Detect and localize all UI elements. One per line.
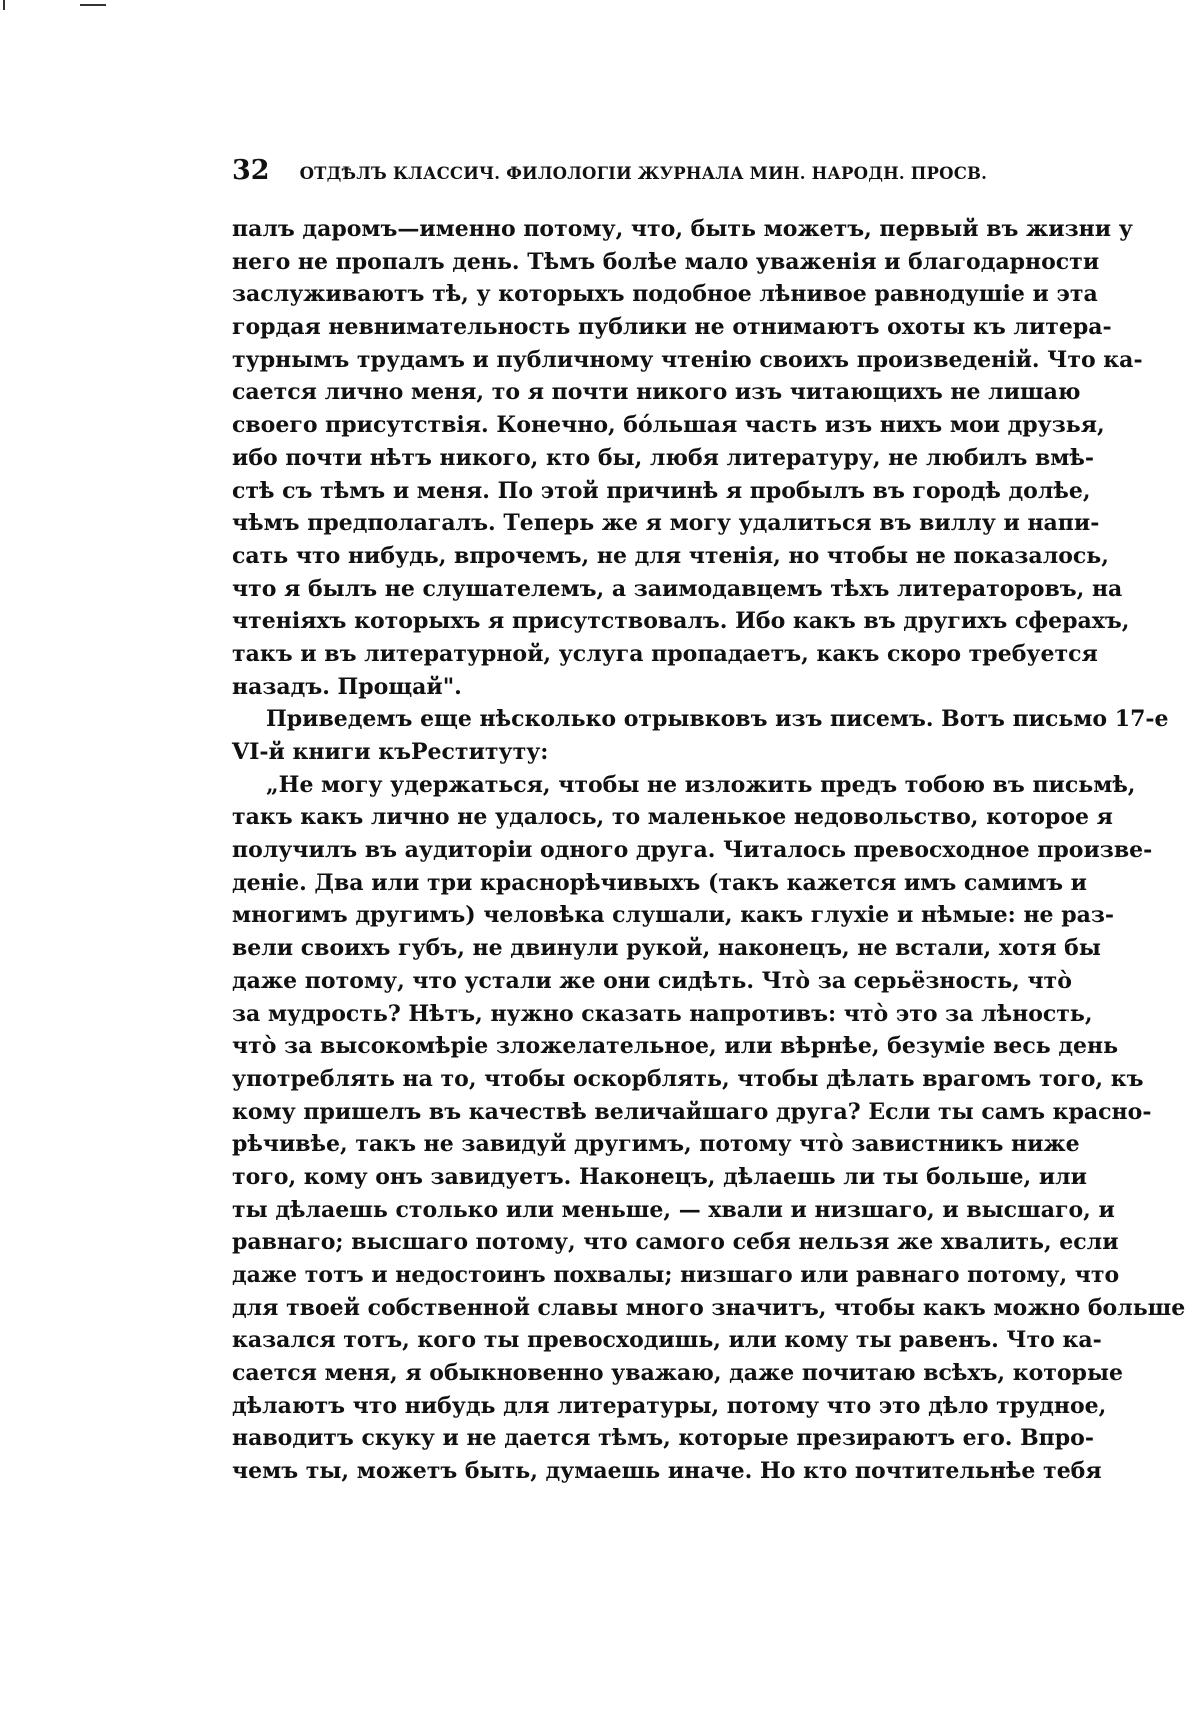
text-line: турнымъ трудамъ и публичному чтенію своихъ произведеній. Что ка- — [232, 346, 1143, 373]
text-line: VI-й книги къРеституту: — [232, 739, 549, 765]
text-line: такъ и въ литературной, услуга пропадаетъ, какъ скоро требуется — [232, 640, 1098, 667]
book-page — [232, 155, 1185, 1488]
text-line: деніе. Два или три краснорѣчивыхъ (такъ кажется имъ самимъ и — [232, 869, 1087, 896]
text-line: сать что нибудь, впрочемъ, не для чтенія, но чтобы не показалось, — [232, 542, 1109, 569]
text-line: назадъ. Прощай". — [232, 673, 462, 700]
text-line: чемъ ты, можетъ быть, думаешь иначе. Но кто почтительнѣе тебя — [232, 1458, 1102, 1485]
scan-edge-mark — [80, 4, 106, 6]
text-line: сается лично меня, то я почти никого изъ читающихъ не лишаю — [232, 379, 1081, 406]
text-line: гордая невнимательность публики не отнимаютъ охоты къ литера- — [232, 314, 1112, 341]
text-line: наводитъ скуку и не дается тѣмъ, которые презираютъ его. Впро- — [232, 1425, 1094, 1452]
text-line: вели своихъ губъ, не двинули рукой, наконецъ, не встали, хотя бы — [232, 935, 1101, 962]
body-text — [232, 213, 1185, 1488]
text-line: что я былъ не слушателемъ, а заимодавцемъ тѣхъ литераторовъ, на — [232, 575, 1123, 602]
text-line: того, кому онъ завидуетъ. Наконецъ, дѣлаешь ли ты больше, или — [232, 1163, 1087, 1190]
page-number: 32 — [232, 155, 270, 186]
text-line: стѣ съ тѣмъ и меня. По этой причинѣ я пробылъ въ городѣ долѣе, — [232, 477, 1091, 504]
text-line: что̀ за высокомѣріе зложелательное, или вѣрнѣе, безуміе весь день — [232, 1033, 1119, 1060]
text-line: заслуживаютъ тѣ, у которыхъ подобное лѣнивое равнодушіе и эта — [232, 281, 1098, 308]
text-line: рѣчивѣе, такъ не завидуй другимъ, потому что̀ завистникъ ниже — [232, 1131, 1080, 1158]
text-line: ибо почти нѣтъ никого, кто бы, любя литературу, не любилъ вмѣ- — [232, 444, 1095, 471]
text-line: кому пришелъ въ качествѣ величайшаго друга? Если ты самъ красно- — [232, 1098, 1152, 1125]
text-line: за мудрость? Нѣтъ, нужно сказать напротивъ: что̀ это за лѣность, — [232, 1000, 1093, 1027]
text-line: чтеніяхъ которыхъ я присутствовалъ. Ибо какъ въ другихъ сферахъ, — [232, 608, 1130, 635]
text-line: него не пропалъ день. Тѣмъ болѣе мало уваженія и благодарности — [232, 248, 1100, 275]
text-line: получилъ въ аудиторіи одного друга. Читалось превосходное произве- — [232, 837, 1153, 864]
text-line: „Не могу удержаться, чтобы не изложить предъ тобою въ письмѣ, — [266, 771, 1136, 798]
text-line: казался тотъ, кого ты превосходишь, или кому ты равенъ. Что ка- — [232, 1327, 1102, 1354]
text-line: для твоей собственной славы много значитъ, чтобы какъ можно больше — [232, 1294, 1185, 1321]
text-line: чѣмъ предполагалъ. Теперь же я могу удалиться въ виллу и напи- — [232, 510, 1100, 537]
text-line: такъ какъ лично не удалось, то маленькое недовольство, которое я — [232, 804, 1113, 831]
text-line: даже тотъ и недостоинъ похвалы; низшаго или равнаго потому, что — [232, 1262, 1120, 1288]
text-line: сается меня, я обыкновенно уважаю, даже почитаю всѣхъ, которые — [232, 1360, 1123, 1387]
text-line: употреблять на то, чтобы оскорблять, чтобы дѣлать врагомъ того, къ — [232, 1065, 1144, 1092]
text-line: равнаго; высшаго потому, что самого себя нельзя же хвалить, если — [232, 1229, 1119, 1256]
text-line: своего присутствія. Конечно, бо́льшая часть изъ нихъ мои друзья, — [232, 412, 1105, 439]
text-line: палъ даромъ—именно потому, что, быть можетъ, первый въ жизни у — [232, 216, 1133, 242]
running-head — [232, 155, 1058, 195]
text-line: дѣлаютъ что нибудь для литературы, потому что это дѣло трудное, — [232, 1392, 1107, 1419]
text-line: даже потому, что устали же они сидѣть. Что̀ за серьёзность, что̀ — [232, 967, 1072, 994]
running-head-title: ОТДѢЛЪ КЛАССИЧ. ФИЛОЛОГІИ ЖУРНАЛА МИН. НАРОДН. ПРОСВ. — [299, 164, 988, 183]
scan-edge-mark — [3, 0, 5, 10]
text-line: Приведемъ еще нѣсколько отрывковъ изъ писемъ. Вотъ письмо 17-е — [266, 706, 1169, 733]
text-line: ты дѣлаешь столько или меньше, — хвали и низшаго, и высшаго, и — [232, 1196, 1115, 1223]
text-line: многимъ другимъ) человѣка слушали, какъ глухіе и нѣмые: не раз- — [232, 902, 1115, 929]
